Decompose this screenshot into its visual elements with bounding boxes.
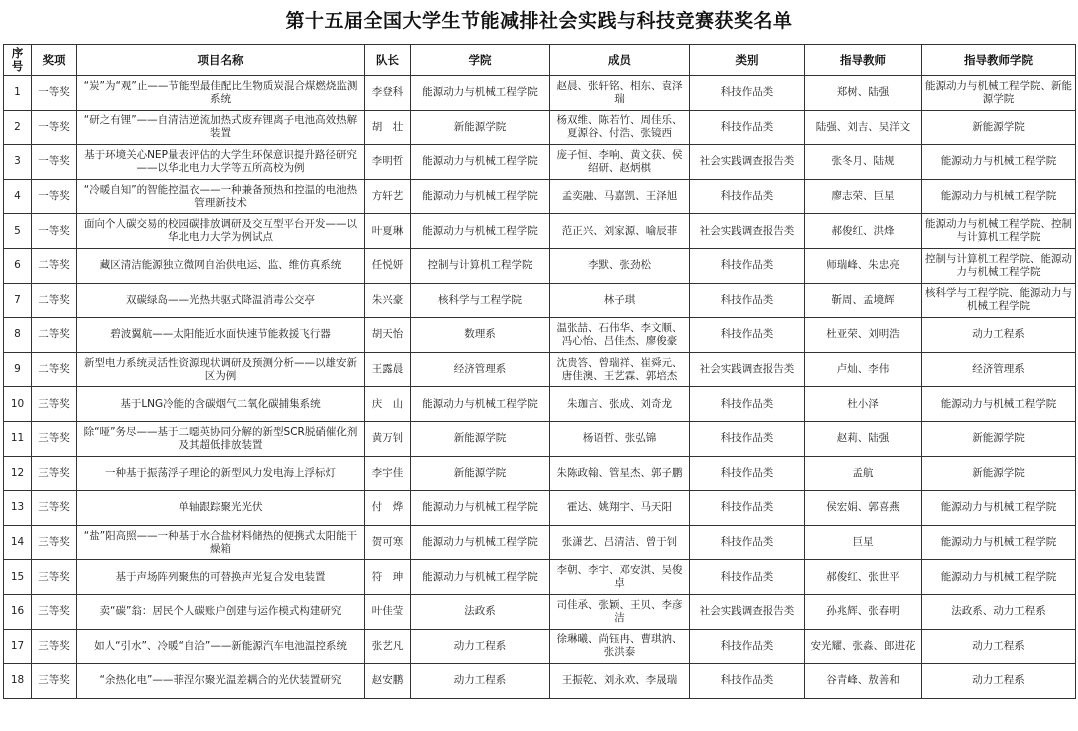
cell-leader: 符 珅 <box>365 560 411 595</box>
page-title: 第十五届全国大学生节能减排社会实践与科技竞赛获奖名单 <box>285 10 793 32</box>
cell-no: 8 <box>4 318 32 353</box>
cell-category: 社会实践调查报告类 <box>690 214 805 249</box>
cell-advisor-college: 能源动力与机械工程学院、新能源学院 <box>922 76 1076 111</box>
table-row <box>4 421 1076 456</box>
cell-project: 单轴跟踪聚光光伏 <box>77 491 365 526</box>
cell-members: 李默、张劲松 <box>550 248 690 283</box>
cell-project: 基于环境关心NEP量表评估的大学生环保意识提升路径研究——以华北电力大学等五所高校为例 <box>77 145 365 180</box>
cell-project: “冷暖自知”的智能控温衣——一种兼备预热和控温的电池热管理新技术 <box>77 179 365 214</box>
cell-project: 卖“碳”翁：居民个人碳账户创建与运作模式构建研究 <box>77 594 365 629</box>
cell-advisor: 孙兆辉、张春明 <box>805 594 922 629</box>
table-row <box>4 594 1076 629</box>
cell-leader: 王露晨 <box>365 352 411 387</box>
cell-members: 王振乾、刘永欢、李晟瑞 <box>550 664 690 699</box>
cell-no: 1 <box>4 76 32 111</box>
cell-award: 三等奖 <box>32 421 77 456</box>
header-award: 奖项 <box>32 45 77 76</box>
cell-leader: 任悦妍 <box>365 248 411 283</box>
cell-award: 一等奖 <box>32 214 77 249</box>
cell-advisor-college: 能源动力与机械工程学院 <box>922 525 1076 560</box>
cell-category: 科技作品类 <box>690 664 805 699</box>
cell-project: 藏区清洁能源独立微网自治供电运、监、维仿真系统 <box>77 248 365 283</box>
header-no: 序号 <box>4 45 32 76</box>
cell-no: 4 <box>4 179 32 214</box>
cell-category: 科技作品类 <box>690 248 805 283</box>
cell-advisor-college: 能源动力与机械工程学院、控制与计算机工程学院 <box>922 214 1076 249</box>
cell-advisor-college: 能源动力与机械工程学院 <box>922 560 1076 595</box>
cell-category: 科技作品类 <box>690 421 805 456</box>
cell-project: 除“哑”务尽——基于二噁英协同分解的新型SCR脱硝催化剂及其超低排放装置 <box>77 421 365 456</box>
cell-members: 赵晨、张轩铭、相东、袁泽瑞 <box>550 76 690 111</box>
cell-advisor: 郑树、陆强 <box>805 76 922 111</box>
cell-category: 科技作品类 <box>690 560 805 595</box>
cell-award: 二等奖 <box>32 283 77 318</box>
cell-category: 科技作品类 <box>690 179 805 214</box>
cell-advisor-college: 控制与计算机工程学院、能源动力与机械工程学院 <box>922 248 1076 283</box>
cell-award: 三等奖 <box>32 525 77 560</box>
header-leader: 队长 <box>365 45 411 76</box>
cell-college: 能源动力与机械工程学院 <box>411 491 550 526</box>
cell-award: 三等奖 <box>32 664 77 699</box>
cell-award: 三等奖 <box>32 387 77 422</box>
table-row <box>4 387 1076 422</box>
cell-advisor: 侯宏娟、郭喜燕 <box>805 491 922 526</box>
cell-college: 数理系 <box>411 318 550 353</box>
cell-members: 朱陈政翰、管星杰、郭子鹏 <box>550 456 690 491</box>
cell-advisor: 靳周、孟境辉 <box>805 283 922 318</box>
cell-no: 3 <box>4 145 32 180</box>
header-advisor-college: 指导教师学院 <box>922 45 1076 76</box>
cell-advisor: 谷青峰、敖善和 <box>805 664 922 699</box>
cell-no: 10 <box>4 387 32 422</box>
header-row <box>4 45 1076 76</box>
cell-college: 动力工程系 <box>411 664 550 699</box>
cell-members: 朱珈言、张成、刘奇龙 <box>550 387 690 422</box>
cell-members: 庞子恒、李响、黄文获、侯绍研、赵炳棋 <box>550 145 690 180</box>
cell-no: 14 <box>4 525 32 560</box>
table-body <box>4 76 1076 699</box>
header-college: 学院 <box>411 45 550 76</box>
cell-award: 一等奖 <box>32 179 77 214</box>
table-row <box>4 629 1076 664</box>
cell-college: 能源动力与机械工程学院 <box>411 179 550 214</box>
header-project: 项目名称 <box>77 45 365 76</box>
cell-members: 李朝、李宇、邓安淇、吴俊卓 <box>550 560 690 595</box>
cell-college: 能源动力与机械工程学院 <box>411 214 550 249</box>
cell-category: 科技作品类 <box>690 318 805 353</box>
cell-advisor-college: 能源动力与机械工程学院 <box>922 179 1076 214</box>
cell-leader: 李宇佳 <box>365 456 411 491</box>
cell-advisor-college: 能源动力与机械工程学院 <box>922 491 1076 526</box>
cell-award: 二等奖 <box>32 352 77 387</box>
cell-members: 霍达、姚翔宇、马天阳 <box>550 491 690 526</box>
table-row <box>4 352 1076 387</box>
cell-leader: 胡 壮 <box>365 110 411 145</box>
cell-advisor: 郝俊红、洪烽 <box>805 214 922 249</box>
table-row <box>4 145 1076 180</box>
cell-project: 一种基于振荡浮子理论的新型风力发电海上浮标灯 <box>77 456 365 491</box>
cell-leader: 李明哲 <box>365 145 411 180</box>
cell-project: 如人“引水”、冷暖“自洽”——新能源汽车电池温控系统 <box>77 629 365 664</box>
cell-college: 能源动力与机械工程学院 <box>411 76 550 111</box>
cell-leader: 贺可寒 <box>365 525 411 560</box>
cell-advisor: 郝俊红、张世平 <box>805 560 922 595</box>
cell-advisor-college: 动力工程系 <box>922 629 1076 664</box>
cell-no: 2 <box>4 110 32 145</box>
cell-members: 范正兴、刘家源、喻辰菲 <box>550 214 690 249</box>
award-table <box>3 44 1076 699</box>
cell-project: “炭”为“观”止——节能型最佳配比生物质炭混合煤燃烧监测系统 <box>77 76 365 111</box>
cell-leader: 庆 山 <box>365 387 411 422</box>
cell-category: 社会实践调查报告类 <box>690 594 805 629</box>
cell-project: “盐”阳高照——一种基于水合盐材料储热的便携式太阳能干燥箱 <box>77 525 365 560</box>
cell-advisor: 孟航 <box>805 456 922 491</box>
cell-members: 张潇艺、吕清洁、曾于钊 <box>550 525 690 560</box>
cell-project: “余热化电”——菲涅尔聚光温差耦合的光伏装置研究 <box>77 664 365 699</box>
cell-college: 能源动力与机械工程学院 <box>411 145 550 180</box>
cell-advisor-college: 动力工程系 <box>922 318 1076 353</box>
cell-award: 三等奖 <box>32 560 77 595</box>
table-row <box>4 456 1076 491</box>
cell-members: 孟奕融、马嘉凯、王泽旭 <box>550 179 690 214</box>
cell-award: 三等奖 <box>32 594 77 629</box>
cell-category: 科技作品类 <box>690 491 805 526</box>
cell-no: 7 <box>4 283 32 318</box>
cell-leader: 朱兴豪 <box>365 283 411 318</box>
header-members: 成员 <box>550 45 690 76</box>
cell-no: 9 <box>4 352 32 387</box>
table-row <box>4 76 1076 111</box>
cell-award: 三等奖 <box>32 456 77 491</box>
cell-category: 科技作品类 <box>690 629 805 664</box>
cell-advisor: 师瑞峰、朱忠亮 <box>805 248 922 283</box>
cell-award: 二等奖 <box>32 248 77 283</box>
cell-members: 杨语哲、张弘锦 <box>550 421 690 456</box>
cell-members: 司佳承、张颖、王贝、李彦洁 <box>550 594 690 629</box>
table-row <box>4 110 1076 145</box>
cell-advisor: 卢灿、李伟 <box>805 352 922 387</box>
header-category: 类别 <box>690 45 805 76</box>
cell-advisor: 安光耀、张淼、郎进花 <box>805 629 922 664</box>
cell-advisor: 巨星 <box>805 525 922 560</box>
cell-members: 温张喆、石伟华、李文顺、冯心怡、吕佳杰、廖俊豪 <box>550 318 690 353</box>
table-row <box>4 560 1076 595</box>
cell-leader: 张艺凡 <box>365 629 411 664</box>
cell-advisor-college: 法政系、动力工程系 <box>922 594 1076 629</box>
cell-category: 科技作品类 <box>690 76 805 111</box>
cell-college: 法政系 <box>411 594 550 629</box>
cell-advisor-college: 动力工程系 <box>922 664 1076 699</box>
cell-no: 6 <box>4 248 32 283</box>
table-row <box>4 664 1076 699</box>
cell-members: 徐琳曦、尚钰冉、曹琪汭、张洪泰 <box>550 629 690 664</box>
cell-advisor-college: 新能源学院 <box>922 421 1076 456</box>
table-row <box>4 318 1076 353</box>
cell-category: 社会实践调查报告类 <box>690 145 805 180</box>
cell-leader: 叶夏琳 <box>365 214 411 249</box>
cell-advisor: 杜亚荣、刘明浩 <box>805 318 922 353</box>
cell-advisor-college: 经济管理系 <box>922 352 1076 387</box>
cell-advisor-college: 能源动力与机械工程学院 <box>922 387 1076 422</box>
cell-no: 13 <box>4 491 32 526</box>
table-row <box>4 283 1076 318</box>
cell-project: 新型电力系统灵活性资源现状调研及预测分析——以雄安新区为例 <box>77 352 365 387</box>
cell-category: 科技作品类 <box>690 110 805 145</box>
cell-leader: 黄万钊 <box>365 421 411 456</box>
cell-leader: 付 烨 <box>365 491 411 526</box>
cell-college: 控制与计算机工程学院 <box>411 248 550 283</box>
cell-award: 二等奖 <box>32 318 77 353</box>
cell-award: 一等奖 <box>32 145 77 180</box>
cell-project: 基于声场阵列聚焦的可替换声光复合发电装置 <box>77 560 365 595</box>
cell-advisor: 赵莉、陆强 <box>805 421 922 456</box>
cell-award: 三等奖 <box>32 491 77 526</box>
cell-award: 一等奖 <box>32 76 77 111</box>
cell-leader: 赵安鹏 <box>365 664 411 699</box>
table-row <box>4 491 1076 526</box>
cell-project: 双碳绿岛——光热共驱式降温消毒公交亭 <box>77 283 365 318</box>
cell-advisor: 张冬月、陆规 <box>805 145 922 180</box>
cell-college: 新能源学院 <box>411 421 550 456</box>
cell-advisor: 陆强、刘吉、吴洋文 <box>805 110 922 145</box>
cell-project: “研之有锂”——自清洁逆流加热式废弃锂离子电池高效热解装置 <box>77 110 365 145</box>
cell-advisor-college: 能源动力与机械工程学院 <box>922 145 1076 180</box>
cell-no: 18 <box>4 664 32 699</box>
cell-college: 能源动力与机械工程学院 <box>411 560 550 595</box>
cell-no: 5 <box>4 214 32 249</box>
cell-college: 能源动力与机械工程学院 <box>411 387 550 422</box>
cell-advisor-college: 新能源学院 <box>922 110 1076 145</box>
cell-advisor-college: 核科学与工程学院、能源动力与机械工程学院 <box>922 283 1076 318</box>
cell-members: 林子琪 <box>550 283 690 318</box>
cell-category: 科技作品类 <box>690 283 805 318</box>
cell-members: 沈贵答、曾瑞祥、崔舜元、唐佳澳、王艺霖、郭培杰 <box>550 352 690 387</box>
table-row <box>4 179 1076 214</box>
cell-project: 面向个人碳交易的校园碳排放调研及交互型平台开发——以华北电力大学为例试点 <box>77 214 365 249</box>
cell-no: 11 <box>4 421 32 456</box>
cell-members: 杨双维、陈若竹、周佳乐、夏源谷、付浩、张镜西 <box>550 110 690 145</box>
cell-college: 能源动力与机械工程学院 <box>411 525 550 560</box>
cell-college: 核科学与工程学院 <box>411 283 550 318</box>
cell-college: 动力工程系 <box>411 629 550 664</box>
cell-project: 碧波翼航——太阳能近水面快速节能救援飞行器 <box>77 318 365 353</box>
cell-no: 17 <box>4 629 32 664</box>
cell-project: 基于LNG冷能的含碳烟气二氧化碳捕集系统 <box>77 387 365 422</box>
cell-category: 科技作品类 <box>690 456 805 491</box>
cell-category: 社会实践调查报告类 <box>690 352 805 387</box>
cell-award: 一等奖 <box>32 110 77 145</box>
cell-leader: 李登科 <box>365 76 411 111</box>
cell-no: 12 <box>4 456 32 491</box>
cell-category: 科技作品类 <box>690 525 805 560</box>
cell-leader: 叶佳莹 <box>365 594 411 629</box>
header-advisor: 指导教师 <box>805 45 922 76</box>
table-row <box>4 214 1076 249</box>
cell-advisor: 廖志荣、巨星 <box>805 179 922 214</box>
cell-college: 经济管理系 <box>411 352 550 387</box>
table-row <box>4 248 1076 283</box>
cell-leader: 方轩艺 <box>365 179 411 214</box>
cell-advisor: 杜小泽 <box>805 387 922 422</box>
cell-college: 新能源学院 <box>411 456 550 491</box>
cell-leader: 胡天怡 <box>365 318 411 353</box>
cell-no: 16 <box>4 594 32 629</box>
cell-award: 三等奖 <box>32 629 77 664</box>
cell-advisor-college: 新能源学院 <box>922 456 1076 491</box>
cell-college: 新能源学院 <box>411 110 550 145</box>
table-row <box>4 525 1076 560</box>
cell-category: 科技作品类 <box>690 387 805 422</box>
cell-no: 15 <box>4 560 32 595</box>
